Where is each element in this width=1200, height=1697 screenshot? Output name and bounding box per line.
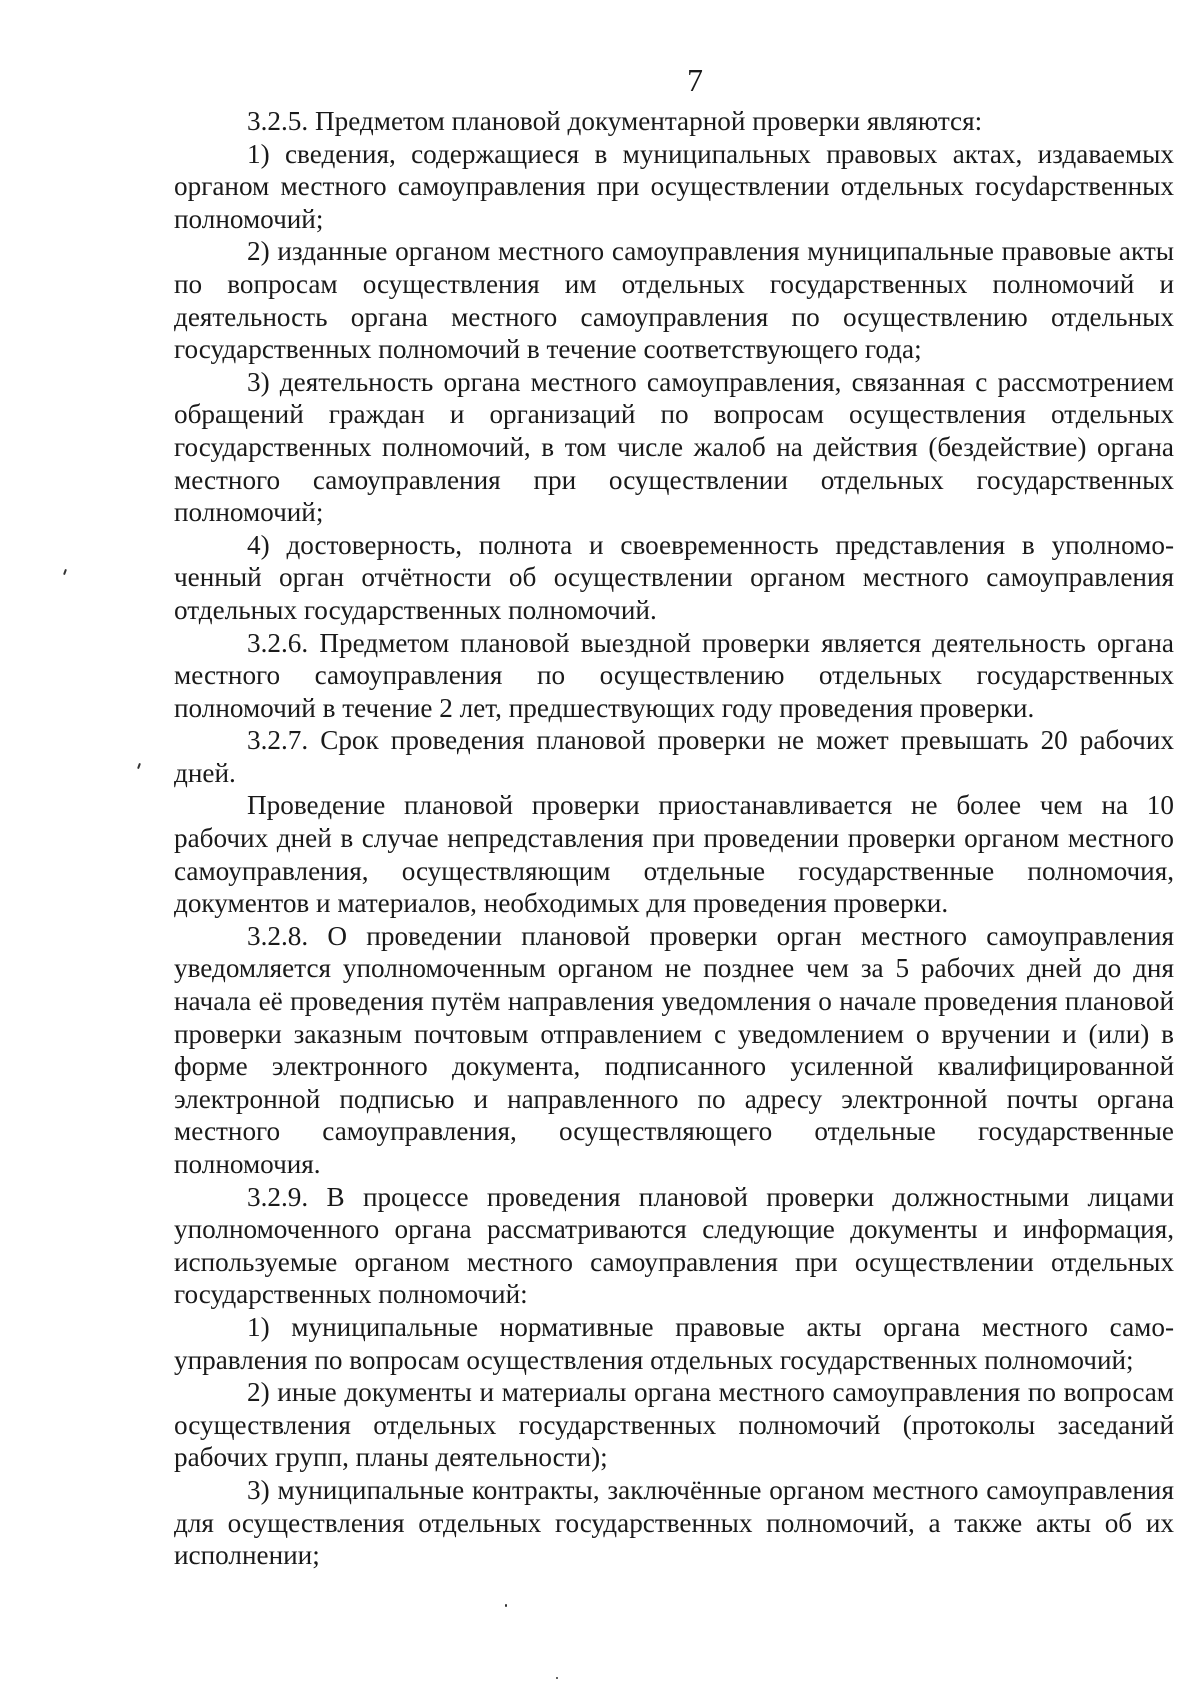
paragraph-3-2-7-suspension: Проведение плановой проверки приостанавливается не более чем на 10 рабочих дней в случае непредставления при проведении проверки органом местного самоуправления, осуществляющим отдельные государственные полномочия, документов и материалов, необходимых для проведения проверки. <box>174 790 1174 919</box>
scan-speck <box>137 763 141 769</box>
scan-speck <box>505 1604 507 1607</box>
document-body <box>174 105 1174 1572</box>
list-item-3-2-9-3: 3) муниципальные контракты, заключённые органом местного самоуправления для осуществления отдельных государственных полномочий, а также акты об их исполнении; <box>174 1474 1174 1571</box>
list-item-3-2-5-4: 4) достоверность, полнота и своевременность представления в уполномоченный орган отчётности об осуществлении органом местного самоуправления отдельных государственных полномочий. <box>174 529 1174 625</box>
list-item-3-2-5-3: 3) деятельность органа местного самоуправления, связанная с рассмотрением обращений граждан и организаций по вопросам осуществления отдельных государственных полномочий, в том числе жалоб на действия (бездействие) органа местного самоуправления при осуществлении отдельных государственных полномочий; <box>174 366 1174 528</box>
paragraph-3-2-8: 3.2.8. О проведении плановой проверки орган местного самоуправления уведомляется уполномоченным органом не позднее чем за 5 рабочих дней до дня начала её проведения путём направления уведомления о начале проведения плановой проверки заказным почтовым отправлением с уведомлением о вручении и (или) в форме электронного документа, подписанного усиленной квалифицированной электронной подписью и направленного по адресу электронной почты органа местного самоуправления, осуществляющего отдельные государственные полномочия. <box>174 920 1174 1179</box>
paragraph-3-2-9: 3.2.9. В процессе проведения плановой проверки должностными лицами уполномоченного органа рассматриваются следующие документы и информация, используемые органом местного самоуправления при осуществлении отдельных государственных полномочий: <box>174 1181 1174 1310</box>
list-item-3-2-5-1: 1) сведения, содержащиеся в муниципальных правовых актах, издаваемых органом местного самоуправления при осуществлении отдельных госуdарственных полномочий; <box>174 138 1174 234</box>
list-item-3-2-9-2: 2) иные документы и материалы органа местного самоуправления по вопросам осуществления отдельных государственных полномочий (протоколы заседаний рабочих групп, планы деятельности); <box>174 1377 1174 1473</box>
page-number: 7 <box>687 62 703 98</box>
paragraph-3-2-7: 3.2.7. Срок проведения плановой проверки не может превышать 20 рабочих дней. <box>174 725 1174 788</box>
scan-speck <box>556 1677 558 1679</box>
list-item-3-2-5-2: 2) изданные органом местного самоуправления муниципальные правовые акты по вопросам осуществления им отдельных государственных полномочий и деятельность органа местного самоуправления по осуществлению отдельных государственных полномочий в течение соответствующего года; <box>174 236 1174 365</box>
list-item-3-2-9-1: 1) муниципальные нормативные правовые акты органа местного самоуправления по вопросам осуществления отдельных государственных полномочий; <box>174 1311 1174 1375</box>
paragraph-3-2-5: 3.2.5. Предметом плановой документарной проверки являются: <box>247 106 983 136</box>
scan-speck <box>63 569 67 575</box>
paragraph-3-2-6: 3.2.6. Предметом плановой выездной проверки является деятельность органа местного самоуправления по осуществлению отдельных государственных полномочий в течение 2 лет, предшествующих году проведения проверки. <box>174 627 1174 723</box>
